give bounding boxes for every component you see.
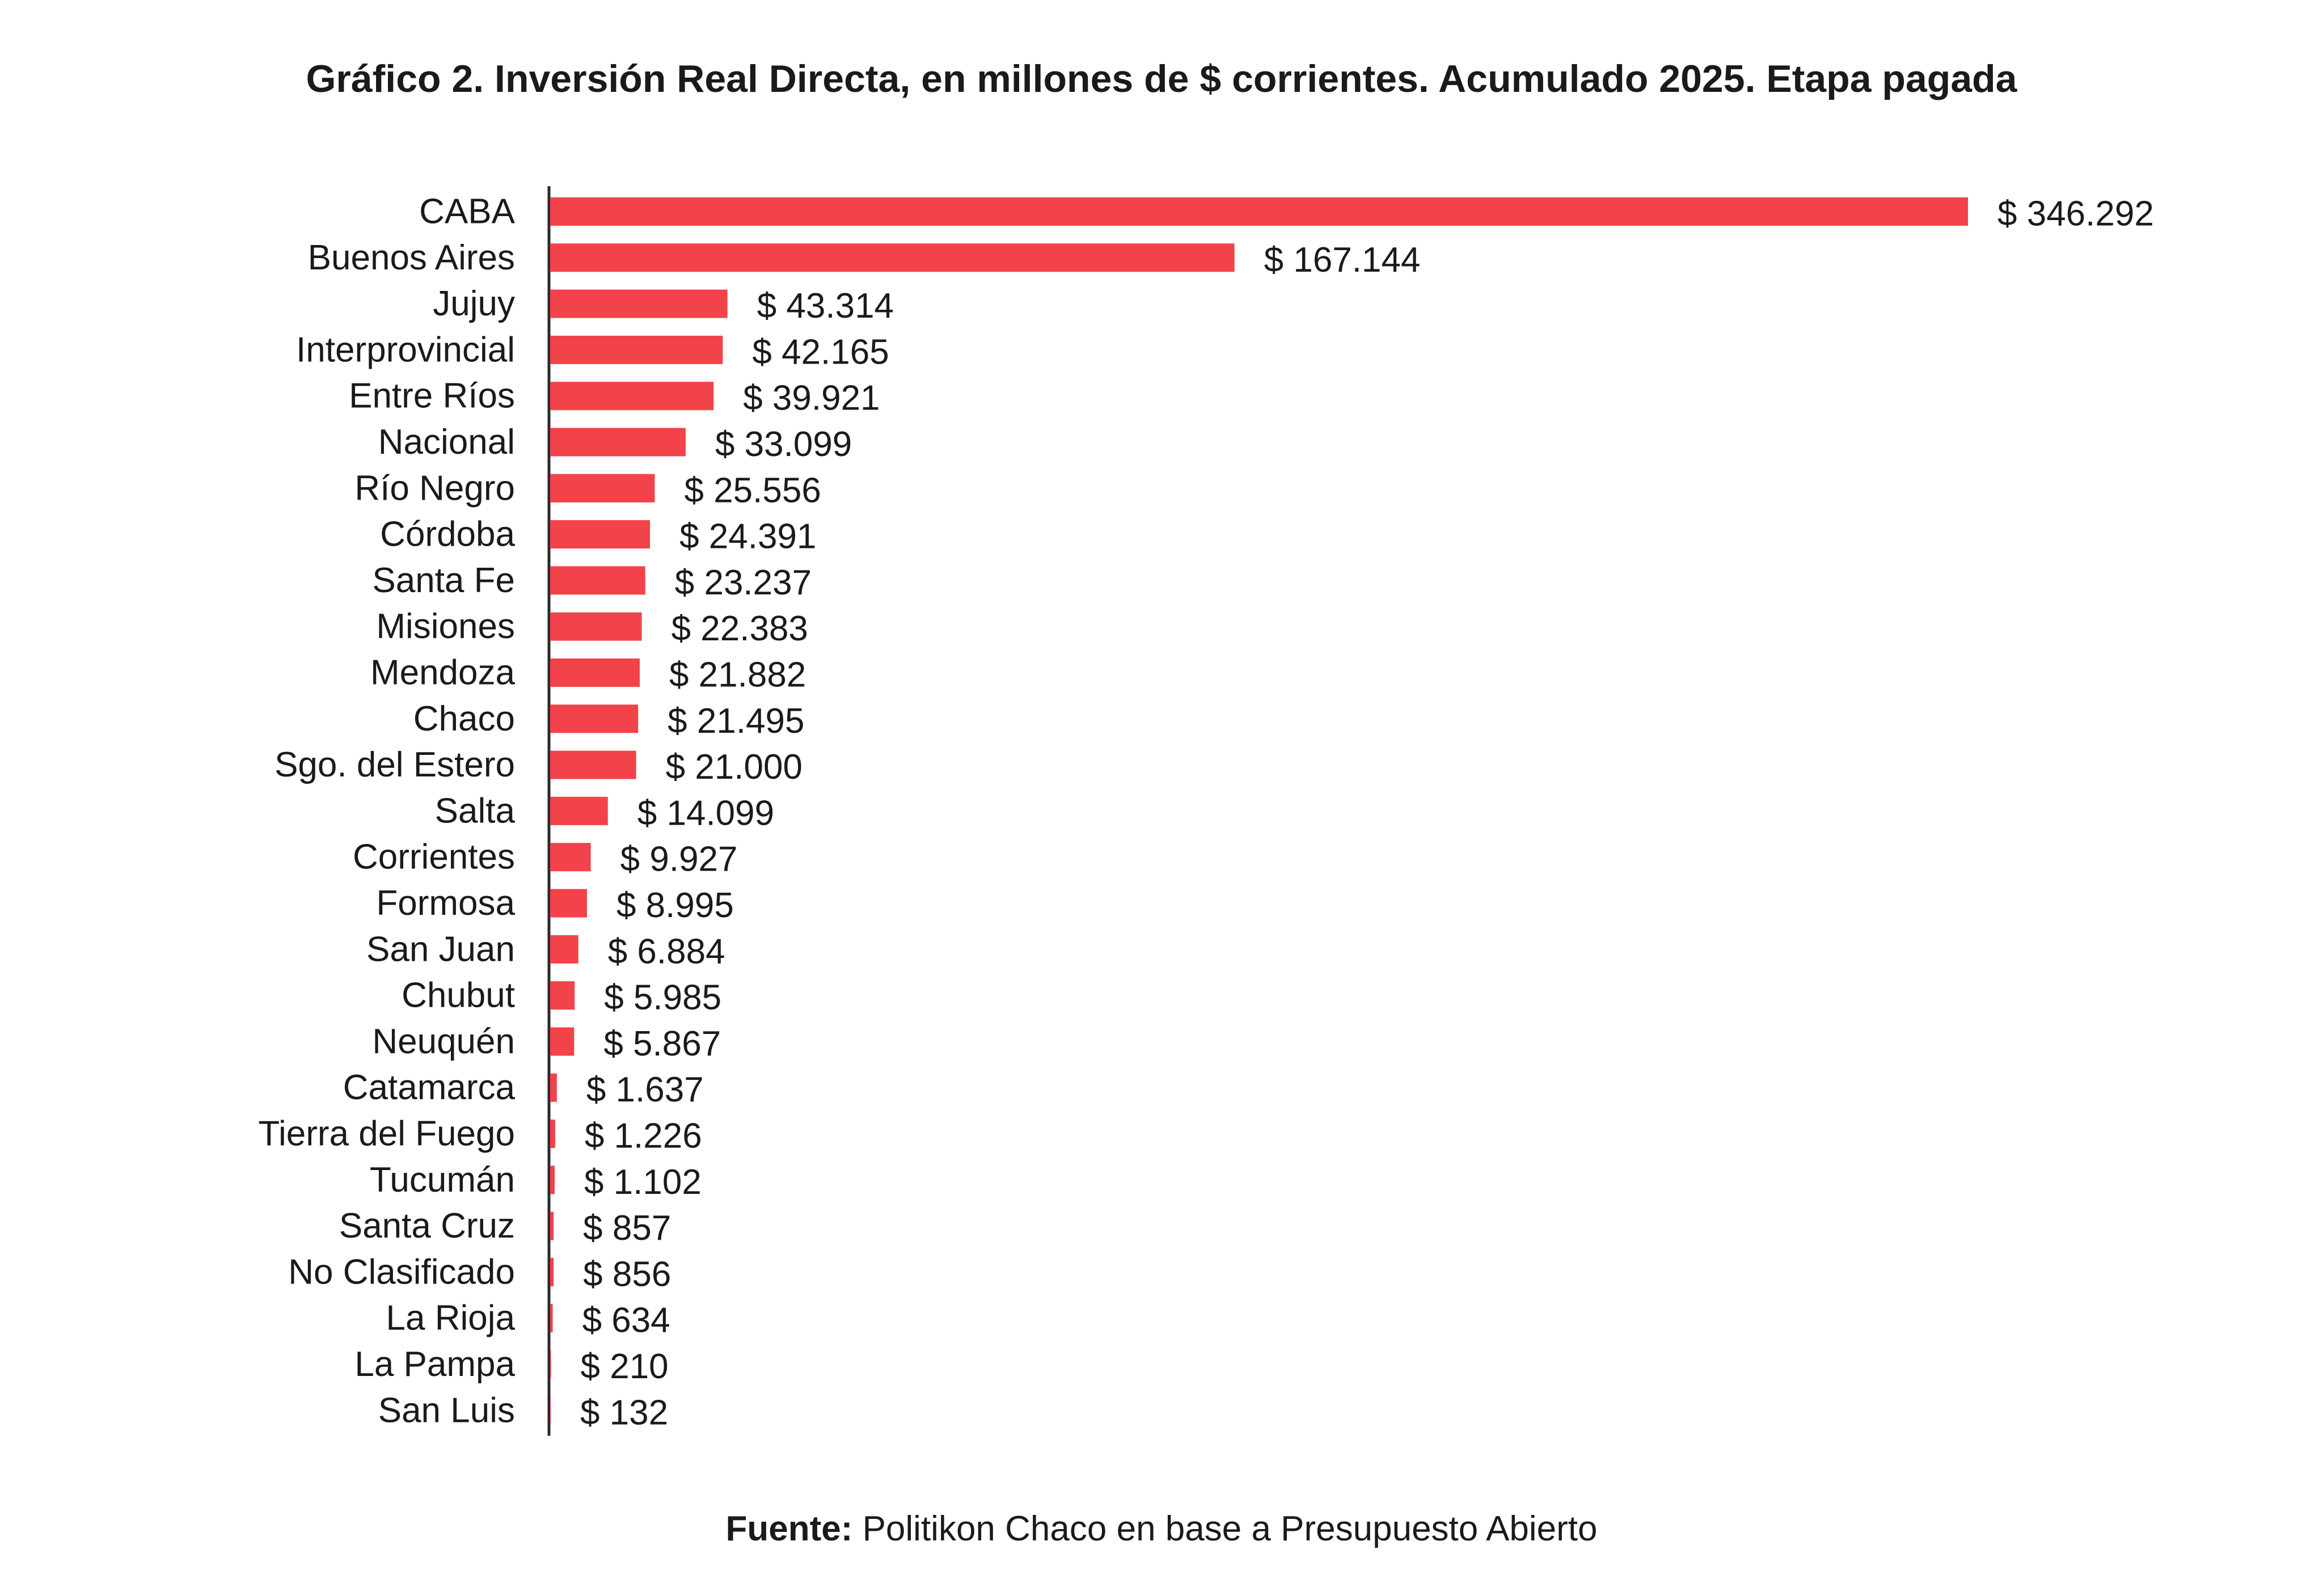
value-label: $ 5.867 [603, 1024, 721, 1063]
category-label: La Pampa [354, 1345, 515, 1384]
bar [550, 243, 1235, 272]
category-label: Misiones [376, 607, 515, 647]
bar [550, 197, 1968, 226]
category-label: Interprovincial [296, 330, 515, 370]
bar [550, 1350, 551, 1379]
bar [550, 797, 608, 825]
category-label: Mendoza [370, 653, 515, 693]
value-label: $ 8.995 [616, 886, 734, 925]
value-label: $ 1.637 [586, 1070, 704, 1110]
bar [550, 843, 591, 871]
value-label: $ 857 [583, 1209, 671, 1248]
category-label: Catamarca [343, 1068, 515, 1108]
category-label: Nacional [378, 423, 515, 462]
category-label: Sgo. del Estero [274, 745, 515, 785]
category-label: Jujuy [433, 284, 515, 324]
chart-title: Gráfico 2. Inversión Real Directa, en millones de $ corrientes. Acumulado 2025. Etapa pagada [306, 57, 2017, 100]
source-label: Fuente: [725, 1509, 853, 1548]
value-label: $ 210 [580, 1347, 669, 1386]
category-label: La Rioja [386, 1298, 515, 1338]
value-label: $ 43.314 [757, 286, 894, 326]
bar [550, 981, 575, 1010]
bar [550, 1027, 574, 1055]
value-label: $ 23.237 [674, 563, 812, 602]
category-label: No Clasificado [288, 1252, 515, 1292]
bar [550, 1258, 554, 1286]
bar [550, 520, 650, 548]
bar [550, 474, 654, 503]
category-label: CABA [419, 192, 515, 231]
bar [550, 428, 686, 457]
bar [550, 1120, 555, 1148]
category-label: Río Negro [354, 468, 515, 508]
category-label: Corrientes [353, 837, 515, 877]
value-label: $ 39.921 [743, 378, 880, 418]
value-label: $ 634 [582, 1301, 670, 1340]
bar [550, 935, 578, 964]
category-label: San Juan [366, 930, 515, 969]
bar [550, 382, 713, 410]
value-label: $ 33.099 [715, 425, 852, 464]
bar [550, 658, 640, 687]
value-label: $ 6.884 [607, 932, 725, 972]
bar [550, 1396, 551, 1425]
value-label: $ 856 [583, 1255, 671, 1294]
value-label: $ 24.391 [679, 517, 817, 556]
category-label: Tucumán [369, 1160, 515, 1200]
bar [550, 704, 638, 733]
category-label: Chubut [402, 976, 515, 1015]
category-label: Santa Cruz [339, 1206, 515, 1246]
category-label: Chaco [413, 699, 515, 738]
bar [550, 889, 587, 918]
value-label: $ 21.882 [669, 655, 806, 695]
category-label: Salta [434, 791, 515, 831]
value-label: $ 21.495 [668, 701, 805, 741]
bar [550, 1074, 557, 1102]
category-label: Santa Fe [372, 560, 515, 600]
bar [550, 1212, 554, 1240]
bar [550, 751, 636, 779]
source-text: Politikon Chaco en base a Presupuesto Abierto [852, 1509, 1598, 1548]
bar [550, 1166, 555, 1194]
category-label: Buenos Aires [307, 238, 515, 277]
value-label: $ 22.383 [671, 609, 808, 649]
category-label: Tierra del Fuego [258, 1114, 515, 1154]
source-note [0, 1509, 2323, 1549]
category-label: Entre Ríos [349, 376, 515, 416]
value-label: $ 1.226 [584, 1116, 702, 1156]
category-label: Neuquén [372, 1021, 515, 1061]
bar [550, 336, 723, 364]
bar [550, 613, 642, 641]
bar [550, 566, 645, 594]
bar [550, 290, 728, 318]
category-label: Formosa [376, 884, 515, 923]
value-label: $ 42.165 [752, 332, 889, 372]
value-label: $ 21.000 [665, 748, 803, 787]
category-label: San Luis [378, 1391, 515, 1430]
value-label: $ 1.102 [584, 1162, 702, 1202]
value-label: $ 132 [580, 1393, 669, 1433]
value-label: $ 25.556 [684, 471, 821, 510]
category-label: Córdoba [380, 514, 515, 554]
value-label: $ 167.144 [1264, 240, 1421, 280]
value-label: $ 14.099 [637, 793, 775, 833]
value-label: $ 346.292 [1997, 194, 2154, 234]
value-label: $ 9.927 [620, 839, 738, 879]
value-label: $ 5.985 [604, 978, 722, 1017]
bar [550, 1304, 553, 1332]
